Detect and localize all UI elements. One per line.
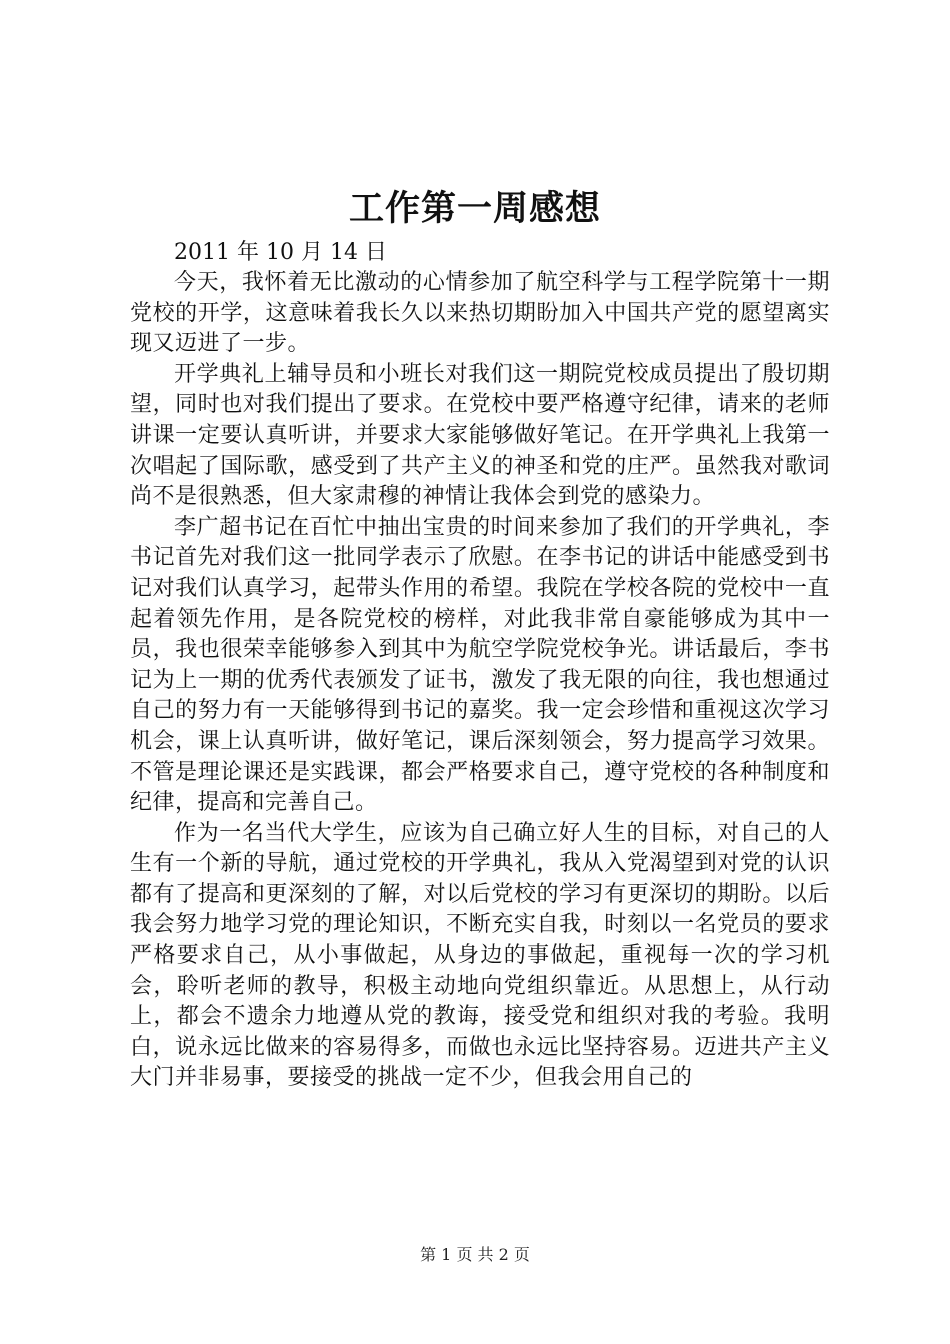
document-date: 2011 年 10 月 14 日 bbox=[174, 240, 387, 265]
page-footer: 第 1 页 共 2 页 bbox=[420, 1245, 530, 1264]
paragraph-3: 李广超书记在百忙中抽出宝贵的时间来参加了我们的开学典礼，李书记首先对我们这一批同学表示了欣慰。在李书记的讲话中能感受到书记对我们认真学习，起带头作用的希望。我院在学校各院的党校中一直起着领先作用，是各院党校的榜样，对此我非常自豪能够成为其中一员，我也很荣幸能够参入到其中为航空学院党校争光。讲话最后，李书记为上一期的优秀代表颁发了证书，激发了我无限的向往，我也想通过自己的努力有一天能够得到书记的嘉奖。我一定会珍惜和重视这次学习机会，课上认真听讲，做好笔记，课后深刻领会，努力提高学习效果。不管是理论课还是实践课，都会严格要求自己，遵守党校的各种制度和纪律，提高和完善自己。 bbox=[130, 514, 830, 816]
document-body bbox=[130, 238, 830, 1094]
paragraph-2: 开学典礼上辅导员和小班长对我们这一期院党校成员提出了殷切期望，同时也对我们提出了要求。在党校中要严格遵守纪律，请来的老师讲课一定要认真听讲，并要求大家能够做好笔记。在开学典礼上我第一次唱起了国际歌，感受到了共产主义的神圣和党的庄严。虽然我对歌词尚不是很熟悉，但大家肃穆的神情让我体会到党的感染力。 bbox=[130, 361, 830, 510]
paragraph-4: 作为一名当代大学生，应该为自己确立好人生的目标，对自己的人生有一个新的导航，通过党校的开学典礼，我从入党渴望到对党的认识都有了提高和更深刻的了解，对以后党校的学习有更深切的期盼。以后我会努力地学习党的理论知识，不断充实自我，时刻以一名党员的要求严格要求自己，从小事做起，从身边的事做起，重视每一次的学习机会，聆听老师的教导，积极主动地向党组织靠近。从思想上，从行动上，都会不遗余力地遵从党的教诲，接受党和组织对我的考验。我明白，说永远比做来的容易得多，而做也永远比坚持容易。迈进共产主义大门并非易事，要接受的挑战一定不少，但我会用自己的 bbox=[130, 820, 830, 1091]
paragraph-1: 今天，我怀着无比激动的心情参加了航空科学与工程学院第十一期党校的开学，这意味着我长久以来热切期盼加入中国共产党的愿望离实现又迈进了一步。 bbox=[130, 270, 830, 357]
document-title: 工作第一周感想 bbox=[348, 188, 601, 229]
